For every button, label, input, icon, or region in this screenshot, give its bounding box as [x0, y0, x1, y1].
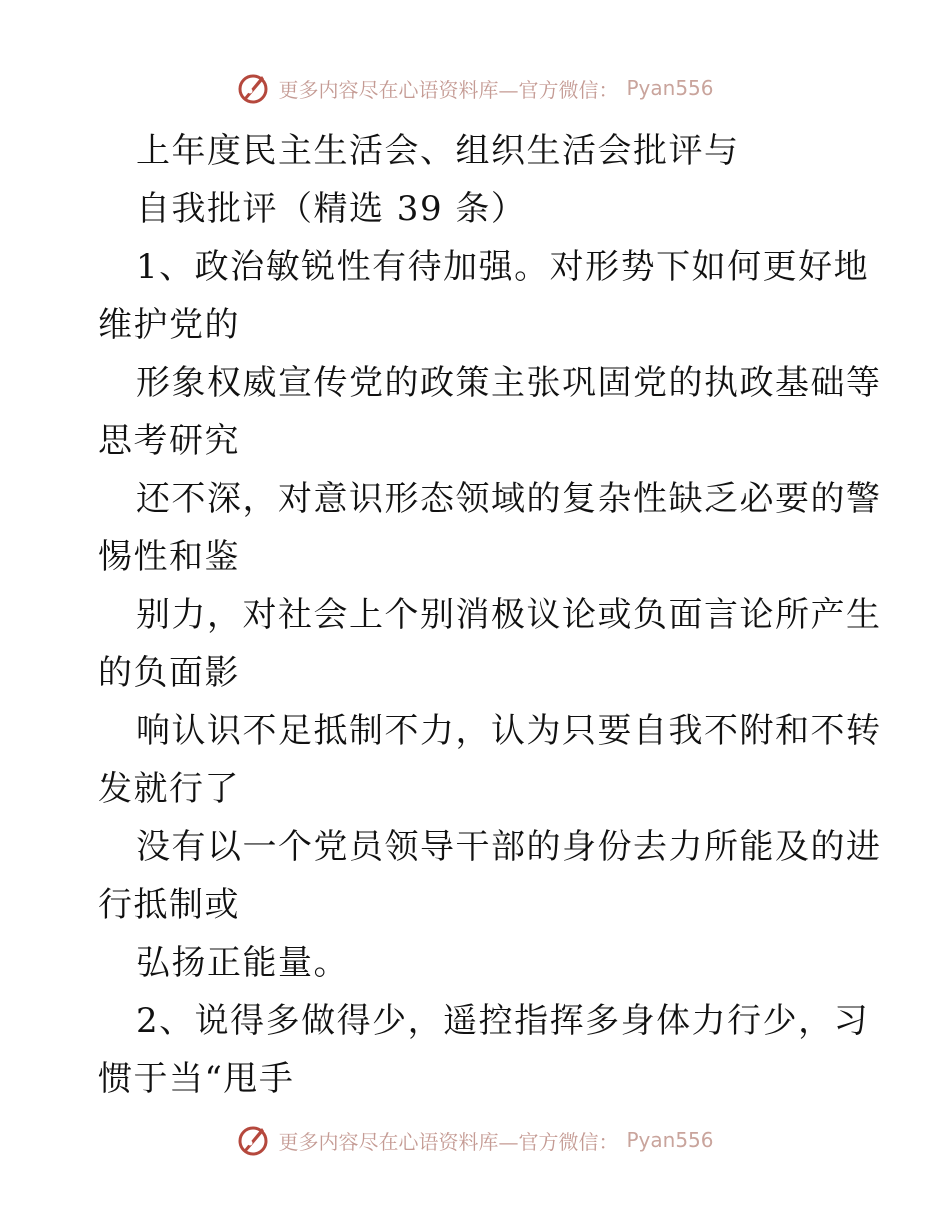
paragraph-line: 思考研究 [98, 421, 240, 461]
paragraph-line: 别力，对社会上个别消极议论或负面言论所产生 [136, 595, 882, 635]
paragraph-line: 2、说得多做得少，遥控指挥多身体力行少，习 [136, 1001, 870, 1041]
title-line: 上年度民主生活会、组织生活会批评与 [136, 131, 740, 171]
paragraph-line: 行抵制或 [98, 885, 240, 925]
paragraph-line: 响认识不足抵制不力，认为只要自我不附和不转 [136, 711, 882, 751]
paragraph-line: 的负面影 [98, 653, 240, 693]
header-watermark [0, 68, 950, 108]
paragraph-line: 弘扬正能量。 [136, 943, 349, 983]
watermark-wechat-id: Pyan556 [626, 1128, 714, 1152]
footer-watermark [0, 1120, 950, 1160]
paragraph-line: 维护党的 [98, 305, 240, 345]
document-body [98, 122, 882, 1108]
paragraph-line: 惕性和鉴 [98, 537, 240, 577]
quill-pen-circle-icon [236, 1123, 270, 1157]
paragraph-line: 惯于当“甩手 [98, 1059, 295, 1099]
watermark-wechat-id: Pyan556 [626, 76, 714, 100]
paragraph-line: 1、政治敏锐性有待加强。对形势下如何更好地 [136, 247, 870, 287]
quill-pen-circle-icon [236, 71, 270, 105]
watermark-text: 更多内容尽在心语资料库—官方微信： [278, 77, 619, 102]
paragraph-line: 没有以一个党员领导干部的身份去力所能及的进 [136, 827, 882, 867]
paragraph-line: 形象权威宣传党的政策主张巩固党的执政基础等 [136, 363, 882, 403]
title-line: 自我批评（精选 39 条） [136, 189, 527, 229]
paragraph-line: 还不深，对意识形态领域的复杂性缺乏必要的警 [136, 479, 882, 519]
watermark-text: 更多内容尽在心语资料库—官方微信： [278, 1129, 619, 1154]
paragraph-line: 发就行了 [98, 769, 240, 809]
